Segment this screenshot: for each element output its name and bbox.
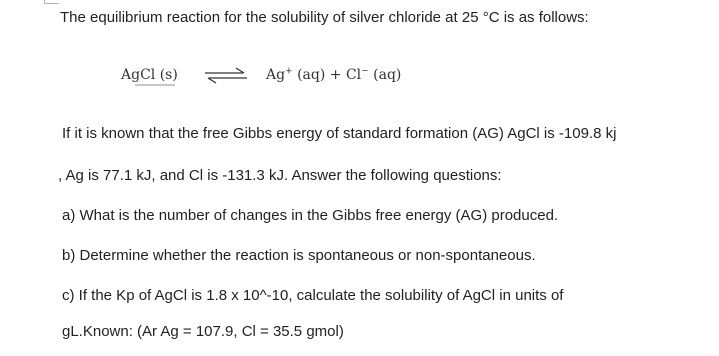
question-c-line-1: c) If the Kp of AgCl is 1.8 x 10^-10, calculate the solubility of AgCl in units of bbox=[62, 287, 564, 304]
intro-text: The equilibrium reaction for the solubility of silver chloride at 25 °C is as follows: bbox=[60, 9, 589, 26]
product-ag-state: (aq) + Cl bbox=[292, 67, 362, 83]
equation-reactant: AgCl (s) bbox=[121, 67, 178, 83]
corner-mark bbox=[44, 0, 59, 4]
equation-products bbox=[266, 66, 401, 84]
equation-underline bbox=[135, 84, 175, 86]
product-cl-state: (aq) bbox=[368, 67, 402, 83]
product-cl-charge: − bbox=[361, 66, 369, 77]
question-c-line-2: gL.Known: (Ar Ag = 107.9, Cl = 35.5 gmol) bbox=[62, 323, 344, 340]
given-line-1: If it is known that the free Gibbs energy of standard formation (AG) AgCl is -109.8 kj bbox=[62, 125, 617, 142]
equilibrium-arrows-icon bbox=[203, 66, 249, 86]
question-a: a) What is the number of changes in the Gibbs free energy (AG) produced. bbox=[62, 207, 559, 224]
question-b: b) Determine whether the reaction is spontaneous or non-spontaneous. bbox=[62, 247, 536, 264]
product-ag-charge: + bbox=[285, 66, 293, 77]
product-ag: Ag bbox=[266, 67, 286, 83]
given-line-2: , Ag is 77.1 kJ, and Cl is -131.3 kJ. Answer the following questions: bbox=[58, 167, 502, 184]
